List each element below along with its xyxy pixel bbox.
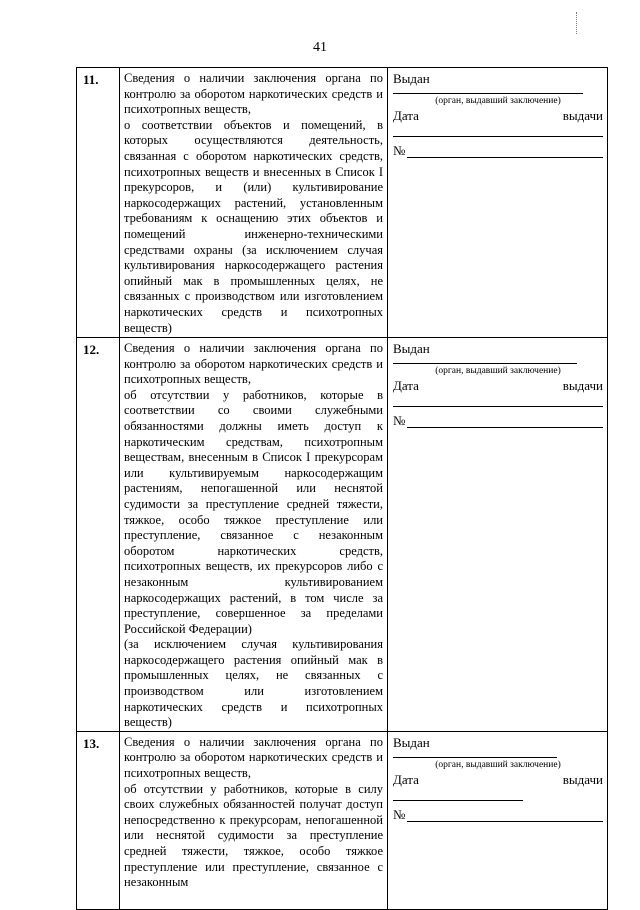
row-description [120,68,388,338]
issue-label: выдачи [562,108,603,123]
number-sign: № [393,806,406,822]
issuer-field[interactable] [393,86,583,94]
date-label: Дата [393,108,419,123]
issued-cell [388,731,608,909]
description-paragraph: об отсутствии у работников, которые в силу своих служебных обязанностей получат доступ непосредственно к прекурсорам, непогашенной или неснятой судимости за преступление средней тяжести, тяжкое, особо тяжкое преступление или преступление, связанное с незаконным [124,781,383,890]
table-row [77,338,608,732]
issued-cell [388,338,608,732]
date-field[interactable] [393,793,523,801]
number-sign: № [393,413,406,428]
issuer-hint: (орган, выдавший заключение) [435,759,561,770]
row-number: 13. [77,731,120,909]
number-field[interactable] [407,809,603,822]
description-paragraph: Сведения о наличии заключения органа по контролю за оборотом наркотических средств и психотропных веществ, [124,734,383,781]
page-number: 41 [313,40,327,55]
number-row [393,143,603,158]
date-label: Дата [393,771,419,787]
issued-cell [388,68,608,338]
issued-label: Выдан [393,734,430,750]
row-description [120,338,388,732]
issuer-hint: (орган, выдавший заключение) [435,366,561,376]
issued-label: Выдан [393,341,430,356]
row-number: 11. [77,68,120,338]
date-row [393,108,603,123]
row-number: 12. [77,338,120,732]
description-paragraph: Сведения о наличии заключения органа по контролю за оборотом наркотических средств и психотропных веществ, [124,71,383,117]
table-row [77,68,608,338]
date-row [393,378,603,393]
issued-label: Выдан [393,71,430,86]
description-paragraph: о соответствии объектов и помещений, в которых осуществляются деятельность, связанная с оборотом наркотических средств, психотропных веществ и внесенных в Список I прекурсоров, и (или) культивирование наркосодержащих растений, установленным требованиям к оснащению этих объектов и помещений инженерно-техническими средствами охраны (за исключением случая культивирования наркосодержащего растения опийный мак в промышленных целях, не связанных с производством или изготовлением наркотических средств и психотропных веществ) [124,117,383,335]
description-paragraph: об отсутствии у работников, которые в соответствии со своими служебными обязанностями должны иметь доступ к наркотическим средствам, психотропным веществам, внесенным в Список I прекурсорам или культивируемым наркосодержащим растениям, непогашенной или неснятой судимости за преступление средней тяжести, тяжкое, особо тяжкое преступление или преступление, связанное с незаконным оборотом наркотических средств, психотропных веществ, их прекурсоров либо с незаконным культивированием наркосодержащих растений, в том числе за преступление, совершенное за пределами Российской Федерации) [124,387,383,636]
description-paragraph: Сведения о наличии заключения органа по контролю за оборотом наркотических средств и психотропных веществ, [124,341,383,387]
date-row [393,772,603,787]
issue-label: выдачи [562,378,603,393]
number-sign: № [393,143,406,158]
number-row [393,807,603,822]
requirements-table [76,67,608,910]
table-row [77,731,608,909]
number-field[interactable] [407,145,603,158]
margin-mark [576,12,578,34]
date-field[interactable] [393,399,603,407]
issuer-field[interactable] [393,750,557,758]
row-description [120,731,388,909]
number-field[interactable] [407,415,603,428]
issue-label: выдачи [562,771,603,787]
number-row [393,413,603,428]
issuer-field[interactable] [393,356,577,364]
date-field[interactable] [393,129,603,137]
issuer-hint: (орган, выдавший заключение) [435,96,561,106]
date-label: Дата [393,378,419,393]
description-paragraph: (за исключением случая культивирования наркосодержащего растения опийный мак в промышленных целях, не связанных с производством или изготовлением наркотических средств и психотропных веществ) [124,637,383,730]
